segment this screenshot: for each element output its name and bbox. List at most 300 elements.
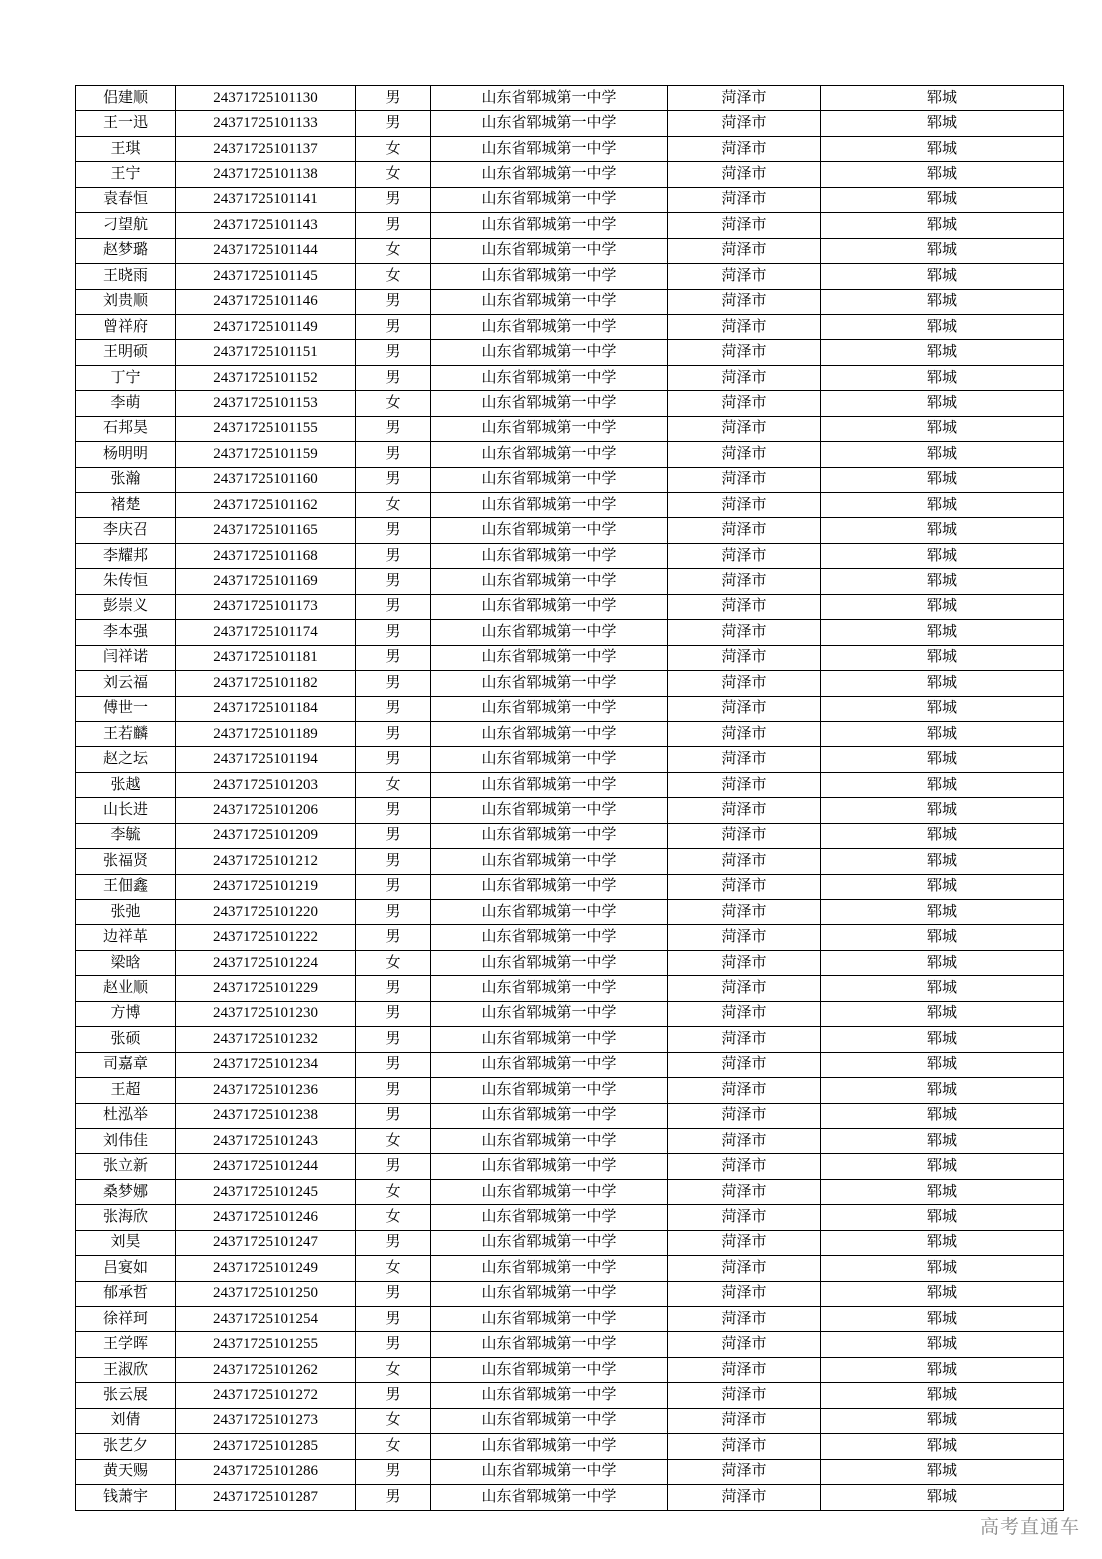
school-cell: 山东省郓城第一中学 bbox=[431, 900, 668, 925]
name-cell: 梁晗 bbox=[76, 950, 176, 975]
watermark-text: 高考直通车 bbox=[979, 1517, 1080, 1538]
gender-cell: 女 bbox=[356, 950, 431, 975]
exam-id-cell: 24371725101182 bbox=[176, 671, 356, 696]
school-cell: 山东省郓城第一中学 bbox=[431, 518, 668, 543]
school-cell: 山东省郓城第一中学 bbox=[431, 645, 668, 670]
table-row bbox=[76, 1332, 1064, 1357]
exam-id-cell: 24371725101203 bbox=[176, 772, 356, 797]
name-cell: 石邦昊 bbox=[76, 416, 176, 441]
school-cell: 山东省郓城第一中学 bbox=[431, 314, 668, 339]
table-row bbox=[76, 1001, 1064, 1026]
gender-cell: 男 bbox=[356, 1027, 431, 1052]
gender-cell: 男 bbox=[356, 416, 431, 441]
exam-id-cell: 24371725101160 bbox=[176, 467, 356, 492]
exam-id-cell: 24371725101245 bbox=[176, 1179, 356, 1204]
gender-cell: 男 bbox=[356, 442, 431, 467]
school-cell: 山东省郓城第一中学 bbox=[431, 1001, 668, 1026]
city-cell: 菏泽市 bbox=[668, 1205, 821, 1230]
city-cell: 菏泽市 bbox=[668, 772, 821, 797]
district-cell: 郓城 bbox=[821, 314, 1064, 339]
name-cell: 吕宴如 bbox=[76, 1256, 176, 1281]
name-cell: 王佃鑫 bbox=[76, 874, 176, 899]
school-cell: 山东省郓城第一中学 bbox=[431, 111, 668, 136]
city-cell: 菏泽市 bbox=[668, 314, 821, 339]
exam-id-cell: 24371725101165 bbox=[176, 518, 356, 543]
school-cell: 山东省郓城第一中学 bbox=[431, 1256, 668, 1281]
gender-cell: 男 bbox=[356, 1103, 431, 1128]
school-cell: 山东省郓城第一中学 bbox=[431, 442, 668, 467]
school-cell: 山东省郓城第一中学 bbox=[431, 950, 668, 975]
table-row bbox=[76, 1128, 1064, 1153]
name-cell: 李本强 bbox=[76, 620, 176, 645]
name-cell: 刘倩 bbox=[76, 1408, 176, 1433]
exam-id-cell: 24371725101220 bbox=[176, 900, 356, 925]
table-row bbox=[76, 391, 1064, 416]
exam-id-cell: 24371725101224 bbox=[176, 950, 356, 975]
gender-cell: 男 bbox=[356, 289, 431, 314]
name-cell: 方博 bbox=[76, 1001, 176, 1026]
exam-id-cell: 24371725101230 bbox=[176, 1001, 356, 1026]
gender-cell: 男 bbox=[356, 874, 431, 899]
table-row bbox=[76, 111, 1064, 136]
school-cell: 山东省郓城第一中学 bbox=[431, 543, 668, 568]
name-cell: 边祥革 bbox=[76, 925, 176, 950]
city-cell: 菏泽市 bbox=[668, 1307, 821, 1332]
name-cell: 张硕 bbox=[76, 1027, 176, 1052]
school-cell: 山东省郓城第一中学 bbox=[431, 671, 668, 696]
district-cell: 郓城 bbox=[821, 1154, 1064, 1179]
table-row bbox=[76, 416, 1064, 441]
school-cell: 山东省郓城第一中学 bbox=[431, 264, 668, 289]
exam-id-cell: 24371725101246 bbox=[176, 1205, 356, 1230]
gender-cell: 男 bbox=[356, 900, 431, 925]
city-cell: 菏泽市 bbox=[668, 721, 821, 746]
exam-id-cell: 24371725101130 bbox=[176, 86, 356, 111]
district-cell: 郓城 bbox=[821, 493, 1064, 518]
city-cell: 菏泽市 bbox=[668, 1052, 821, 1077]
table-row bbox=[76, 162, 1064, 187]
name-cell: 刘昊 bbox=[76, 1230, 176, 1255]
district-cell: 郓城 bbox=[821, 569, 1064, 594]
exam-id-cell: 24371725101236 bbox=[176, 1078, 356, 1103]
city-cell: 菏泽市 bbox=[668, 849, 821, 874]
table-row bbox=[76, 569, 1064, 594]
name-cell: 桑梦娜 bbox=[76, 1179, 176, 1204]
school-cell: 山东省郓城第一中学 bbox=[431, 1459, 668, 1484]
name-cell: 王宁 bbox=[76, 162, 176, 187]
school-cell: 山东省郓城第一中学 bbox=[431, 721, 668, 746]
school-cell: 山东省郓城第一中学 bbox=[431, 569, 668, 594]
district-cell: 郓城 bbox=[821, 1307, 1064, 1332]
district-cell: 郓城 bbox=[821, 162, 1064, 187]
school-cell: 山东省郓城第一中学 bbox=[431, 238, 668, 263]
district-cell: 郓城 bbox=[821, 238, 1064, 263]
gender-cell: 女 bbox=[356, 391, 431, 416]
name-cell: 刘云福 bbox=[76, 671, 176, 696]
table-row bbox=[76, 86, 1064, 111]
exam-id-cell: 24371725101184 bbox=[176, 696, 356, 721]
name-cell: 徐祥珂 bbox=[76, 1307, 176, 1332]
city-cell: 菏泽市 bbox=[668, 340, 821, 365]
city-cell: 菏泽市 bbox=[668, 467, 821, 492]
city-cell: 菏泽市 bbox=[668, 1078, 821, 1103]
table-row bbox=[76, 1154, 1064, 1179]
school-cell: 山东省郓城第一中学 bbox=[431, 416, 668, 441]
gender-cell: 男 bbox=[356, 1052, 431, 1077]
city-cell: 菏泽市 bbox=[668, 1230, 821, 1255]
city-cell: 菏泽市 bbox=[668, 238, 821, 263]
gender-cell: 男 bbox=[356, 314, 431, 339]
gender-cell: 女 bbox=[356, 162, 431, 187]
gender-cell: 女 bbox=[356, 264, 431, 289]
table-row bbox=[76, 849, 1064, 874]
school-cell: 山东省郓城第一中学 bbox=[431, 136, 668, 161]
name-cell: 赵之坛 bbox=[76, 747, 176, 772]
district-cell: 郓城 bbox=[821, 976, 1064, 1001]
district-cell: 郓城 bbox=[821, 849, 1064, 874]
gender-cell: 女 bbox=[356, 1128, 431, 1153]
city-cell: 菏泽市 bbox=[668, 493, 821, 518]
gender-cell: 男 bbox=[356, 1281, 431, 1306]
table-row bbox=[76, 671, 1064, 696]
name-cell: 袁春恒 bbox=[76, 187, 176, 212]
table-row bbox=[76, 238, 1064, 263]
city-cell: 菏泽市 bbox=[668, 1027, 821, 1052]
gender-cell: 女 bbox=[356, 1408, 431, 1433]
exam-id-cell: 24371725101189 bbox=[176, 721, 356, 746]
city-cell: 菏泽市 bbox=[668, 518, 821, 543]
exam-id-cell: 24371725101206 bbox=[176, 798, 356, 823]
city-cell: 菏泽市 bbox=[668, 900, 821, 925]
table-row bbox=[76, 1230, 1064, 1255]
gender-cell: 男 bbox=[356, 645, 431, 670]
table-row bbox=[76, 823, 1064, 848]
city-cell: 菏泽市 bbox=[668, 1383, 821, 1408]
name-cell: 王明硕 bbox=[76, 340, 176, 365]
school-cell: 山东省郓城第一中学 bbox=[431, 467, 668, 492]
school-cell: 山东省郓城第一中学 bbox=[431, 1103, 668, 1128]
exam-id-cell: 24371725101159 bbox=[176, 442, 356, 467]
exam-id-cell: 24371725101137 bbox=[176, 136, 356, 161]
district-cell: 郓城 bbox=[821, 1357, 1064, 1382]
exam-id-cell: 24371725101229 bbox=[176, 976, 356, 1001]
exam-id-cell: 24371725101249 bbox=[176, 1256, 356, 1281]
gender-cell: 男 bbox=[356, 798, 431, 823]
city-cell: 菏泽市 bbox=[668, 187, 821, 212]
school-cell: 山东省郓城第一中学 bbox=[431, 696, 668, 721]
name-cell: 彭崇义 bbox=[76, 594, 176, 619]
exam-id-cell: 24371725101250 bbox=[176, 1281, 356, 1306]
student-roster-body bbox=[76, 86, 1064, 1511]
exam-id-cell: 24371725101243 bbox=[176, 1128, 356, 1153]
school-cell: 山东省郓城第一中学 bbox=[431, 1485, 668, 1511]
city-cell: 菏泽市 bbox=[668, 645, 821, 670]
gender-cell: 女 bbox=[356, 1179, 431, 1204]
exam-id-cell: 24371725101254 bbox=[176, 1307, 356, 1332]
district-cell: 郓城 bbox=[821, 1103, 1064, 1128]
school-cell: 山东省郓城第一中学 bbox=[431, 340, 668, 365]
gender-cell: 男 bbox=[356, 721, 431, 746]
city-cell: 菏泽市 bbox=[668, 264, 821, 289]
gender-cell: 男 bbox=[356, 365, 431, 390]
school-cell: 山东省郓城第一中学 bbox=[431, 620, 668, 645]
table-row bbox=[76, 136, 1064, 161]
name-cell: 张艺夕 bbox=[76, 1434, 176, 1459]
gender-cell: 男 bbox=[356, 518, 431, 543]
district-cell: 郓城 bbox=[821, 594, 1064, 619]
city-cell: 菏泽市 bbox=[668, 696, 821, 721]
city-cell: 菏泽市 bbox=[668, 136, 821, 161]
gender-cell: 男 bbox=[356, 1332, 431, 1357]
table-row bbox=[76, 1052, 1064, 1077]
exam-id-cell: 24371725101222 bbox=[176, 925, 356, 950]
table-row bbox=[76, 798, 1064, 823]
table-row bbox=[76, 340, 1064, 365]
city-cell: 菏泽市 bbox=[668, 1128, 821, 1153]
school-cell: 山东省郓城第一中学 bbox=[431, 213, 668, 238]
exam-id-cell: 24371725101174 bbox=[176, 620, 356, 645]
city-cell: 菏泽市 bbox=[668, 594, 821, 619]
school-cell: 山东省郓城第一中学 bbox=[431, 289, 668, 314]
table-row bbox=[76, 543, 1064, 568]
table-row bbox=[76, 264, 1064, 289]
school-cell: 山东省郓城第一中学 bbox=[431, 823, 668, 848]
name-cell: 王晓雨 bbox=[76, 264, 176, 289]
school-cell: 山东省郓城第一中学 bbox=[431, 1205, 668, 1230]
name-cell: 李萌 bbox=[76, 391, 176, 416]
exam-id-cell: 24371725101262 bbox=[176, 1357, 356, 1382]
gender-cell: 男 bbox=[356, 569, 431, 594]
table-row bbox=[76, 1307, 1064, 1332]
name-cell: 钱萧宇 bbox=[76, 1485, 176, 1511]
table-row bbox=[76, 1179, 1064, 1204]
school-cell: 山东省郓城第一中学 bbox=[431, 1434, 668, 1459]
district-cell: 郓城 bbox=[821, 645, 1064, 670]
exam-id-cell: 24371725101272 bbox=[176, 1383, 356, 1408]
school-cell: 山东省郓城第一中学 bbox=[431, 1027, 668, 1052]
district-cell: 郓城 bbox=[821, 289, 1064, 314]
name-cell: 黄天赐 bbox=[76, 1459, 176, 1484]
district-cell: 郓城 bbox=[821, 1001, 1064, 1026]
exam-id-cell: 24371725101181 bbox=[176, 645, 356, 670]
city-cell: 菏泽市 bbox=[668, 747, 821, 772]
name-cell: 王琪 bbox=[76, 136, 176, 161]
gender-cell: 男 bbox=[356, 1230, 431, 1255]
exam-id-cell: 24371725101244 bbox=[176, 1154, 356, 1179]
gender-cell: 男 bbox=[356, 1078, 431, 1103]
district-cell: 郓城 bbox=[821, 1230, 1064, 1255]
name-cell: 刁望航 bbox=[76, 213, 176, 238]
table-row bbox=[76, 213, 1064, 238]
gender-cell: 男 bbox=[356, 747, 431, 772]
school-cell: 山东省郓城第一中学 bbox=[431, 1332, 668, 1357]
city-cell: 菏泽市 bbox=[668, 162, 821, 187]
city-cell: 菏泽市 bbox=[668, 976, 821, 1001]
school-cell: 山东省郓城第一中学 bbox=[431, 1281, 668, 1306]
gender-cell: 男 bbox=[356, 925, 431, 950]
table-row bbox=[76, 1103, 1064, 1128]
district-cell: 郓城 bbox=[821, 900, 1064, 925]
gender-cell: 男 bbox=[356, 187, 431, 212]
exam-id-cell: 24371725101145 bbox=[176, 264, 356, 289]
table-row bbox=[76, 900, 1064, 925]
district-cell: 郓城 bbox=[821, 620, 1064, 645]
exam-id-cell: 24371725101146 bbox=[176, 289, 356, 314]
city-cell: 菏泽市 bbox=[668, 1408, 821, 1433]
name-cell: 张弛 bbox=[76, 900, 176, 925]
district-cell: 郓城 bbox=[821, 1205, 1064, 1230]
district-cell: 郓城 bbox=[821, 1256, 1064, 1281]
table-row bbox=[76, 747, 1064, 772]
district-cell: 郓城 bbox=[821, 1485, 1064, 1511]
name-cell: 傅世一 bbox=[76, 696, 176, 721]
name-cell: 张立新 bbox=[76, 1154, 176, 1179]
school-cell: 山东省郓城第一中学 bbox=[431, 747, 668, 772]
district-cell: 郓城 bbox=[821, 721, 1064, 746]
city-cell: 菏泽市 bbox=[668, 365, 821, 390]
exam-id-cell: 24371725101152 bbox=[176, 365, 356, 390]
city-cell: 菏泽市 bbox=[668, 798, 821, 823]
exam-id-cell: 24371725101155 bbox=[176, 416, 356, 441]
city-cell: 菏泽市 bbox=[668, 1459, 821, 1484]
exam-id-cell: 24371725101194 bbox=[176, 747, 356, 772]
name-cell: 张海欣 bbox=[76, 1205, 176, 1230]
district-cell: 郓城 bbox=[821, 365, 1064, 390]
name-cell: 王学晖 bbox=[76, 1332, 176, 1357]
exam-id-cell: 24371725101285 bbox=[176, 1434, 356, 1459]
exam-id-cell: 24371725101273 bbox=[176, 1408, 356, 1433]
exam-id-cell: 24371725101173 bbox=[176, 594, 356, 619]
district-cell: 郓城 bbox=[821, 1078, 1064, 1103]
exam-id-cell: 24371725101234 bbox=[176, 1052, 356, 1077]
district-cell: 郓城 bbox=[821, 111, 1064, 136]
gender-cell: 男 bbox=[356, 823, 431, 848]
city-cell: 菏泽市 bbox=[668, 950, 821, 975]
gender-cell: 男 bbox=[356, 340, 431, 365]
city-cell: 菏泽市 bbox=[668, 1179, 821, 1204]
exam-id-cell: 24371725101209 bbox=[176, 823, 356, 848]
district-cell: 郓城 bbox=[821, 136, 1064, 161]
district-cell: 郓城 bbox=[821, 467, 1064, 492]
table-row bbox=[76, 874, 1064, 899]
exam-id-cell: 24371725101219 bbox=[176, 874, 356, 899]
table-row bbox=[76, 696, 1064, 721]
city-cell: 菏泽市 bbox=[668, 569, 821, 594]
name-cell: 司嘉章 bbox=[76, 1052, 176, 1077]
city-cell: 菏泽市 bbox=[668, 543, 821, 568]
name-cell: 褚楚 bbox=[76, 493, 176, 518]
city-cell: 菏泽市 bbox=[668, 925, 821, 950]
district-cell: 郓城 bbox=[821, 1408, 1064, 1433]
name-cell: 赵业顺 bbox=[76, 976, 176, 1001]
gender-cell: 男 bbox=[356, 86, 431, 111]
district-cell: 郓城 bbox=[821, 86, 1064, 111]
name-cell: 郁承哲 bbox=[76, 1281, 176, 1306]
district-cell: 郓城 bbox=[821, 416, 1064, 441]
school-cell: 山东省郓城第一中学 bbox=[431, 86, 668, 111]
gender-cell: 女 bbox=[356, 238, 431, 263]
exam-id-cell: 24371725101169 bbox=[176, 569, 356, 594]
gender-cell: 男 bbox=[356, 671, 431, 696]
exam-id-cell: 24371725101212 bbox=[176, 849, 356, 874]
district-cell: 郓城 bbox=[821, 823, 1064, 848]
name-cell: 侣建顺 bbox=[76, 86, 176, 111]
student-roster-table bbox=[75, 85, 1064, 1511]
school-cell: 山东省郓城第一中学 bbox=[431, 849, 668, 874]
name-cell: 王超 bbox=[76, 1078, 176, 1103]
school-cell: 山东省郓城第一中学 bbox=[431, 162, 668, 187]
district-cell: 郓城 bbox=[821, 1281, 1064, 1306]
district-cell: 郓城 bbox=[821, 1052, 1064, 1077]
district-cell: 郓城 bbox=[821, 696, 1064, 721]
gender-cell: 男 bbox=[356, 1307, 431, 1332]
district-cell: 郓城 bbox=[821, 1128, 1064, 1153]
gender-cell: 女 bbox=[356, 1256, 431, 1281]
district-cell: 郓城 bbox=[821, 1434, 1064, 1459]
name-cell: 山长进 bbox=[76, 798, 176, 823]
exam-id-cell: 24371725101287 bbox=[176, 1485, 356, 1511]
gender-cell: 男 bbox=[356, 620, 431, 645]
name-cell: 张越 bbox=[76, 772, 176, 797]
name-cell: 王淑欣 bbox=[76, 1357, 176, 1382]
name-cell: 杜泓举 bbox=[76, 1103, 176, 1128]
district-cell: 郓城 bbox=[821, 1027, 1064, 1052]
school-cell: 山东省郓城第一中学 bbox=[431, 1408, 668, 1433]
table-row bbox=[76, 976, 1064, 1001]
name-cell: 王一迅 bbox=[76, 111, 176, 136]
gender-cell: 男 bbox=[356, 111, 431, 136]
table-row bbox=[76, 518, 1064, 543]
city-cell: 菏泽市 bbox=[668, 823, 821, 848]
city-cell: 菏泽市 bbox=[668, 1485, 821, 1511]
district-cell: 郓城 bbox=[821, 264, 1064, 289]
table-row bbox=[76, 594, 1064, 619]
district-cell: 郓城 bbox=[821, 1179, 1064, 1204]
city-cell: 菏泽市 bbox=[668, 1103, 821, 1128]
city-cell: 菏泽市 bbox=[668, 620, 821, 645]
exam-id-cell: 24371725101138 bbox=[176, 162, 356, 187]
school-cell: 山东省郓城第一中学 bbox=[431, 391, 668, 416]
table-row bbox=[76, 721, 1064, 746]
school-cell: 山东省郓城第一中学 bbox=[431, 772, 668, 797]
city-cell: 菏泽市 bbox=[668, 1256, 821, 1281]
table-row bbox=[76, 1383, 1064, 1408]
city-cell: 菏泽市 bbox=[668, 111, 821, 136]
gender-cell: 男 bbox=[356, 1485, 431, 1511]
name-cell: 曾祥府 bbox=[76, 314, 176, 339]
district-cell: 郓城 bbox=[821, 543, 1064, 568]
city-cell: 菏泽市 bbox=[668, 671, 821, 696]
city-cell: 菏泽市 bbox=[668, 442, 821, 467]
gender-cell: 女 bbox=[356, 1434, 431, 1459]
name-cell: 丁宁 bbox=[76, 365, 176, 390]
city-cell: 菏泽市 bbox=[668, 213, 821, 238]
district-cell: 郓城 bbox=[821, 340, 1064, 365]
district-cell: 郓城 bbox=[821, 747, 1064, 772]
table-row bbox=[76, 645, 1064, 670]
exam-id-cell: 24371725101143 bbox=[176, 213, 356, 238]
table-row bbox=[76, 314, 1064, 339]
exam-id-cell: 24371725101149 bbox=[176, 314, 356, 339]
gender-cell: 男 bbox=[356, 543, 431, 568]
district-cell: 郓城 bbox=[821, 518, 1064, 543]
exam-id-cell: 24371725101151 bbox=[176, 340, 356, 365]
district-cell: 郓城 bbox=[821, 442, 1064, 467]
exam-id-cell: 24371725101232 bbox=[176, 1027, 356, 1052]
name-cell: 张云展 bbox=[76, 1383, 176, 1408]
gender-cell: 男 bbox=[356, 594, 431, 619]
table-row bbox=[76, 925, 1064, 950]
